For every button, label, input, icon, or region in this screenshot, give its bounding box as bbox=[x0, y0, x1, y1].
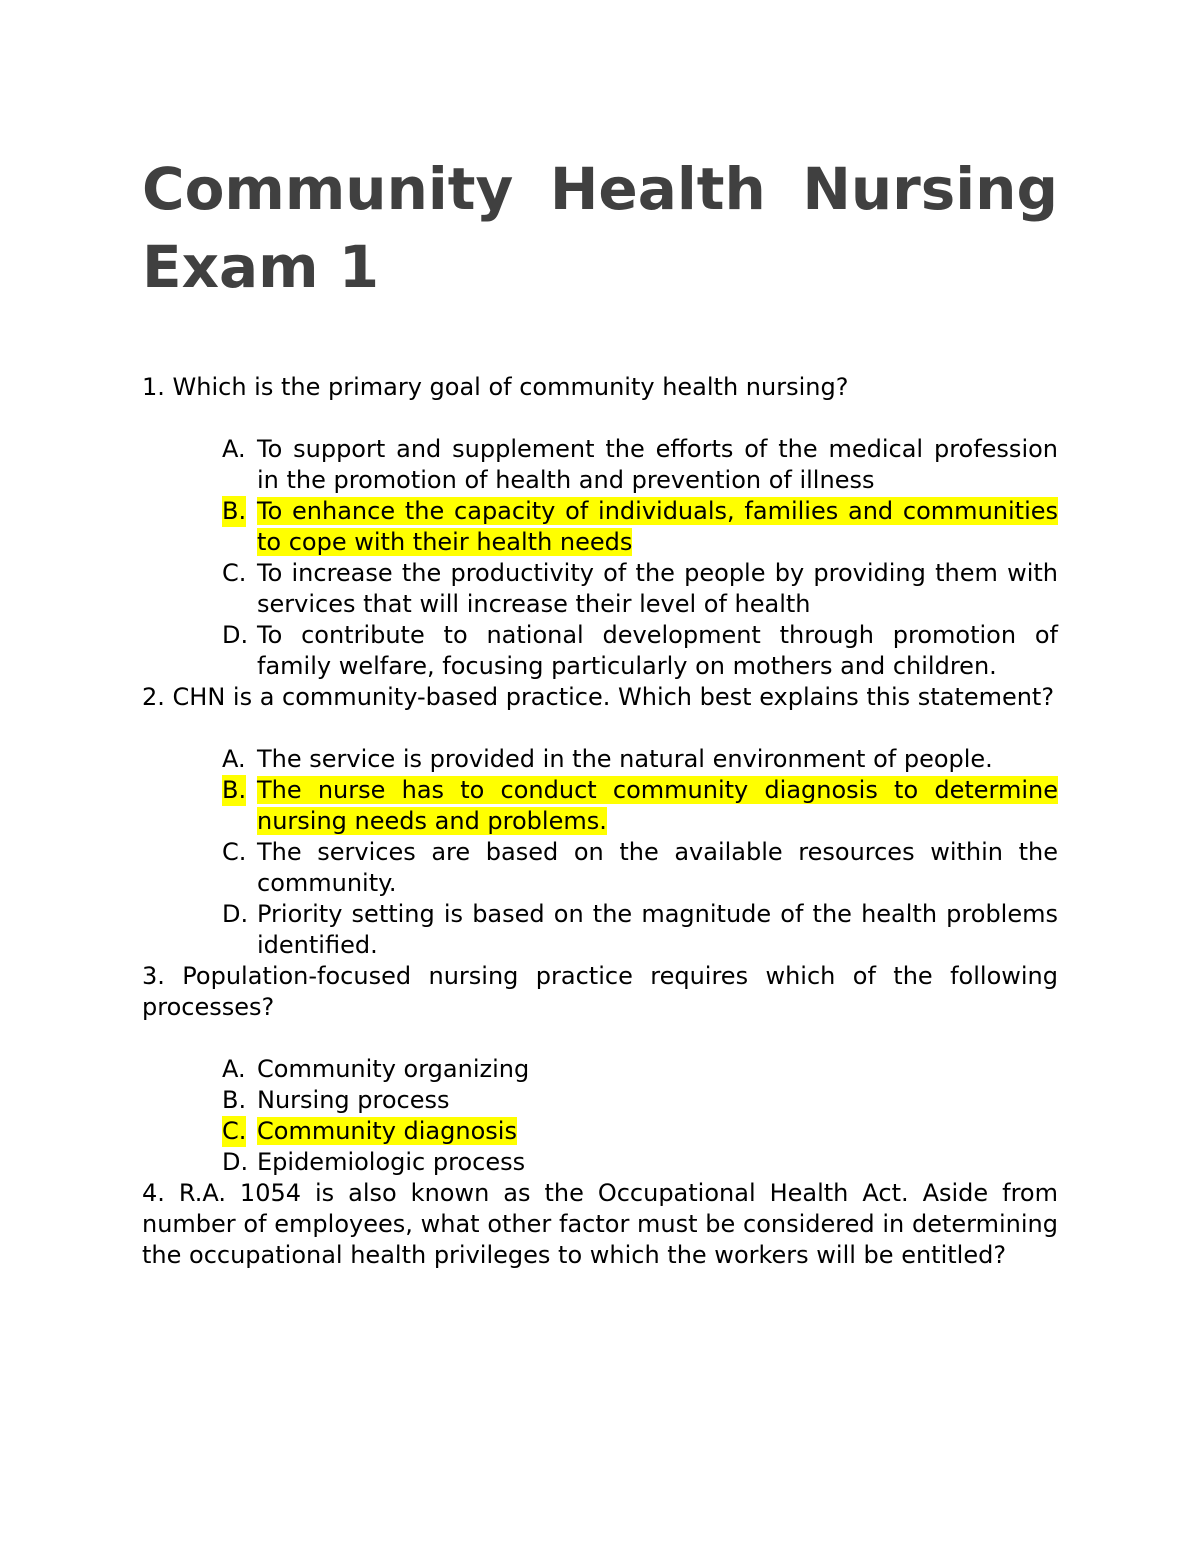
option-text-highlighted: The nurse has to conduct community diagnosis to determine nursing needs and problems. bbox=[257, 776, 1058, 835]
question-block-1 bbox=[142, 372, 1058, 682]
options-list bbox=[142, 744, 1058, 961]
option-text: To support and supplement the efforts of the medical profession in the promotion of health and prevention of illness bbox=[257, 435, 1058, 494]
option-d bbox=[142, 620, 1058, 682]
option-d bbox=[142, 1147, 1058, 1178]
options-list bbox=[142, 1054, 1058, 1178]
option-text-highlighted: To enhance the capacity of individuals, families and communities to cope with their health needs bbox=[257, 497, 1058, 556]
question-text: 4. R.A. 1054 is also known as the Occupational Health Act. Aside from number of employees, what other factor must be considered in determining the occupational health privileges to which the workers will be entitled? bbox=[142, 1179, 1058, 1269]
option-letter: C. bbox=[222, 559, 247, 587]
question-block-2 bbox=[142, 682, 1058, 961]
question-text: 1. Which is the primary goal of community health nursing? bbox=[142, 373, 849, 401]
option-d bbox=[142, 899, 1058, 961]
option-text: The service is provided in the natural environment of people. bbox=[257, 745, 993, 773]
option-c-answer bbox=[142, 1116, 1058, 1147]
title-word: Nursing bbox=[802, 155, 1058, 223]
option-text: To increase the productivity of the people by providing them with services that will increase their level of health bbox=[257, 559, 1058, 618]
option-letter: A. bbox=[222, 435, 246, 463]
option-b-answer bbox=[142, 496, 1058, 558]
option-b bbox=[142, 1085, 1058, 1116]
option-letter: A. bbox=[222, 745, 246, 773]
option-letter: A. bbox=[222, 1055, 246, 1083]
option-letter: C. bbox=[222, 838, 247, 866]
question-block-4 bbox=[142, 1178, 1058, 1271]
title-line-2: Exam 1 bbox=[142, 233, 380, 301]
option-text: To contribute to national development through promotion of family welfare, focusing particularly on mothers and children. bbox=[257, 621, 1058, 680]
option-a bbox=[142, 434, 1058, 496]
document-title bbox=[142, 150, 1058, 306]
question-text: 3. Population-focused nursing practice requires which of the following processes? bbox=[142, 962, 1058, 1021]
document-page bbox=[142, 150, 1058, 1271]
option-text: Epidemiologic process bbox=[257, 1148, 526, 1176]
option-letter: D. bbox=[222, 621, 249, 649]
option-a bbox=[142, 1054, 1058, 1085]
option-text: The services are based on the available resources within the community. bbox=[257, 838, 1058, 897]
title-word: Health bbox=[549, 155, 766, 223]
title-word: Community bbox=[142, 155, 514, 223]
option-letter: B. bbox=[222, 1086, 247, 1114]
title-line-1 bbox=[142, 150, 1058, 228]
option-letter: B. bbox=[222, 776, 247, 804]
option-text: Priority setting is based on the magnitude of the health problems identified. bbox=[257, 900, 1058, 959]
option-letter: B. bbox=[222, 497, 247, 525]
option-letter: D. bbox=[222, 1148, 249, 1176]
question-block-3 bbox=[142, 961, 1058, 1178]
question-text: 2. CHN is a community-based practice. Which best explains this statement? bbox=[142, 683, 1055, 711]
option-text: Community organizing bbox=[257, 1055, 530, 1083]
option-letter: D. bbox=[222, 900, 249, 928]
option-a bbox=[142, 744, 1058, 775]
option-c bbox=[142, 837, 1058, 899]
option-b-answer bbox=[142, 775, 1058, 837]
option-text-highlighted: Community diagnosis bbox=[257, 1117, 517, 1145]
options-list bbox=[142, 434, 1058, 682]
option-letter: C. bbox=[222, 1117, 247, 1145]
option-c bbox=[142, 558, 1058, 620]
option-text: Nursing process bbox=[257, 1086, 450, 1114]
